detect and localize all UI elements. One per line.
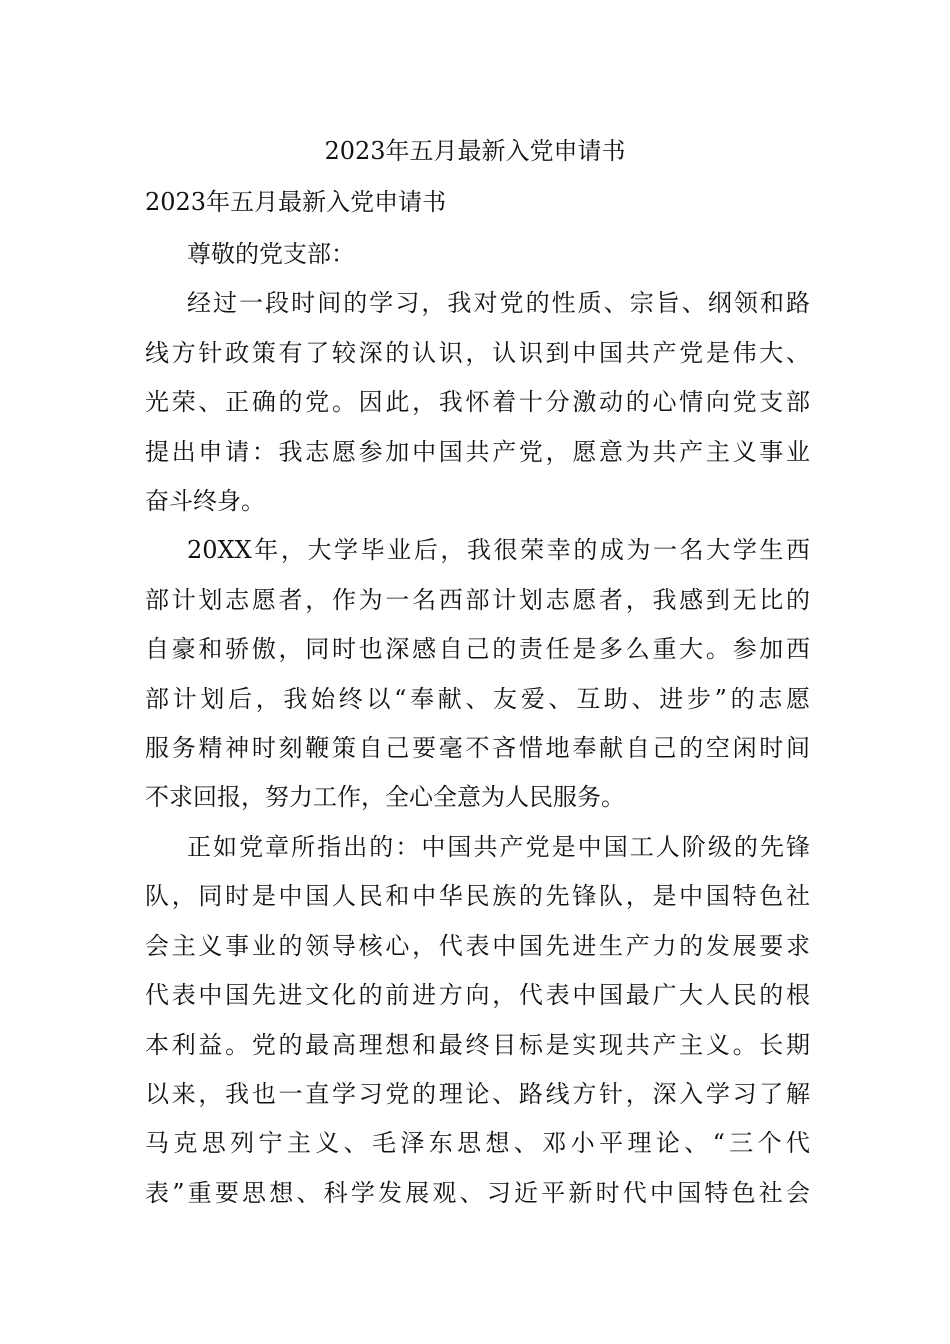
paragraph-line: 不求回报，努力工作，全心全意为人民服务。 [145,783,625,812]
paragraph-line: 经过一段时间的学习，我对党的性质、宗旨、纲领和路 [187,289,810,318]
paragraph-line: 线方针政策有了较深的认识，认识到中国共产党是伟大、 [145,338,810,367]
paragraph-line: 马克思列宁主义、毛泽东思想、邓小平理论、“三个代 [145,1129,810,1158]
document-subtitle: 2023年五月最新入党申请书 [145,188,447,216]
paragraph-line: 提出申请：我志愿参加中国共产党，愿意为共产主义事业 [145,437,810,466]
paragraph-line: 会主义事业的领导核心，代表中国先进生产力的发展要求 [145,931,810,960]
document-title: 2023年五月最新入党申请书 [324,137,626,165]
paragraph-line: 20XX年，大学毕业后，我很荣幸的成为一名大学生西 [187,536,810,565]
paragraph-volunteer [145,526,810,822]
paragraph-line: 光荣、正确的党。因此，我怀着十分激动的心情向党支部 [145,388,810,417]
paragraph-line: 部计划志愿者，作为一名西部计划志愿者，我感到无比的 [145,585,810,614]
document-body [145,230,810,1218]
paragraph-line: 表”重要思想、科学发展观、习近平新时代中国特色社会 [145,1178,810,1207]
paragraph-line: 正如党章所指出的：中国共产党是中国工人阶级的先锋 [187,832,810,861]
paragraph-line: 部计划后，我始终以“奉献、友爱、互助、进步”的志愿 [145,684,810,713]
salutation-text: 尊敬的党支部： [187,240,355,268]
paragraph-line: 队，同时是中国人民和中华民族的先锋队，是中国特色社 [145,882,810,911]
paragraph-line: 服务精神时刻鞭策自己要毫不吝惜地奉献自己的空闲时间 [145,734,810,763]
paragraph-line: 代表中国先进文化的前进方向，代表中国最广大人民的根 [145,981,810,1010]
paragraph-line: 以来，我也一直学习党的理论、路线方针，深入学习了解 [145,1079,810,1108]
paragraph-line: 本利益。党的最高理想和最终目标是实现共产主义。长期 [145,1030,810,1059]
paragraph-application [145,279,810,526]
salutation [145,230,810,279]
paragraph-party-constitution [145,823,810,1218]
paragraph-line: 自豪和骄傲，同时也深感自己的责任是多么重大。参加西 [145,635,810,664]
paragraph-line: 奋斗终身。 [145,487,265,516]
